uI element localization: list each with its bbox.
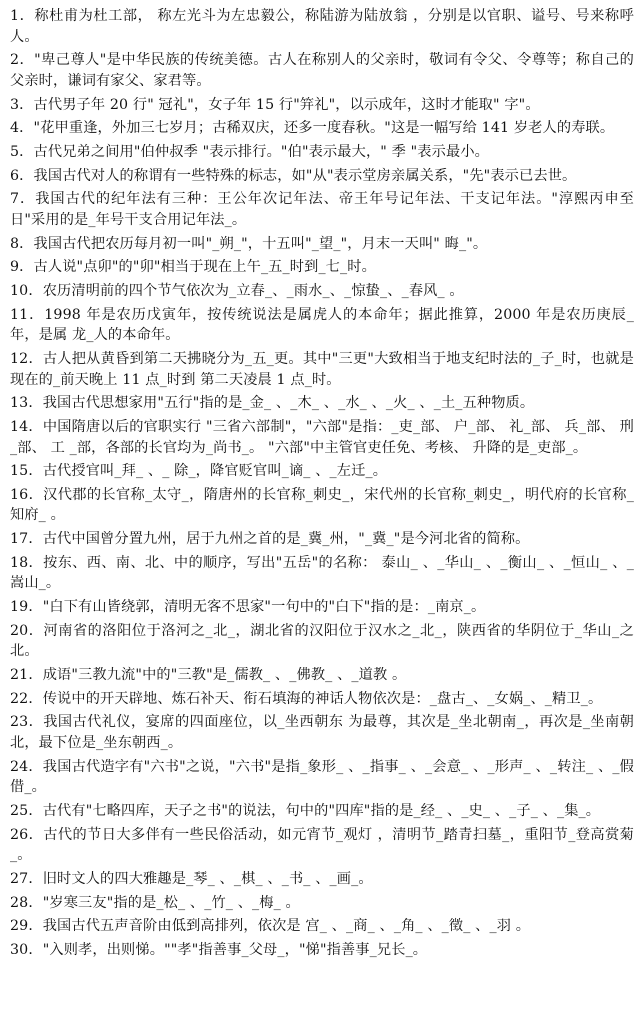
item-23: 23．我国古代礼仪，宴席的四面座位，以_坐西朝东 为最尊，其次是_坐北朝南_，再次是_坐南朝北，最下位是_坐东朝西_。 xyxy=(10,714,634,752)
item-22: 22．传说中的开天辟地、炼石补天、衔石填海的神话人物依次是：_盘古_、_女娲_、_精卫_。 xyxy=(10,690,603,707)
item-24: 24．我国古代造字有"六书"之说，"六书"是指_象形_ 、_指事_ 、_会意_ 、_形声_ 、_转注_ 、_假借_。 xyxy=(10,758,634,796)
item-16: 16．汉代郡的长官称_太守_，隋唐州的长官称_刺史_，宋代州的长官称_刺史_，明代府的长官称_知府_ 。 xyxy=(10,486,634,524)
item-13: 13．我国古代思想家用"五行"指的是_金_ 、_木_ 、_水_ 、_火_ 、_土_五种物质。 xyxy=(10,395,535,412)
item-17: 17．古代中国曾分置九州，居于九州之首的是_冀_州，"_冀_"是今河北省的简称。 xyxy=(10,531,530,548)
item-12: 12．古人把从黄昏到第二天拂晓分为_五_更。其中"三更"大致相当于地支纪时法的_子_时，也就是现在的_前天晚上 11 点_时到 第二天凌晨 1 点_时。 xyxy=(10,350,634,388)
item-6: 6．我国古代对人的称谓有一些特殊的标志，如"从"表示堂房亲属关系，"先"表示已去世。 xyxy=(10,167,577,184)
item-14: 14．中国隋唐以后的官职实行 "三省六部制"，"六部"是指：_吏_部、 户_部、 礼_部、 兵_部、 刑_部、 工 _部，各部的长官均为_尚书_。 "六部"中主管官吏任免、考核、 升降的是_吏部_。 xyxy=(10,418,634,456)
item-2: 2．"卑己尊人"是中华民族的传统美德。古人在称别人的父亲时，敬词有令父、令尊等；称自己的父亲时，谦词有家父、家君等。 xyxy=(10,52,634,89)
item-19: 19．"白下有山皆绕郭，清明无客不思家"一句中的"白下"指的是：_南京_。 xyxy=(10,599,486,616)
item-4: 4．"花甲重逢，外加三七岁月；古稀双庆，还多一度春秋。"这是一幅写给 141 岁老人的寿联。 xyxy=(10,120,615,137)
item-30: 30．"入则孝，出则悌。""孝"指善事_父母_，"悌"指善事_兄长_。 xyxy=(10,942,428,959)
item-1: 1．称杜甫为杜工部， 称左光斗为左忠毅公，称陆游为陆放翁 ，分别是以官职、谥号、号来称呼人。 xyxy=(10,8,634,45)
item-25: 25．古代有"七略四库，天子之书"的说法，句中的"四库"指的是_经_ 、_史_ 、_子_ 、_集_。 xyxy=(10,803,601,820)
item-7: 7．我国古代的纪年法有三种：王公年次记年法、帝王年号记年法、干支记年法。"淳熙丙申至日"采用的是_年号干支合用记年法_。 xyxy=(10,191,634,228)
item-15: 15．古代授官叫_拜_ 、_ 除_，降官贬官叫_谪_ 、_左迁_。 xyxy=(10,463,388,480)
item-21: 21．成语"三教九流"中的"三教"是_儒教_ 、_佛教_ 、_道教 。 xyxy=(10,667,407,684)
item-20: 20．河南省的洛阳位于洛河之_北_，湖北省的汉阳位于汉水之_北_，陕西省的华阴位于_华山_之北。 xyxy=(10,622,634,660)
item-27: 27．旧时文人的四大雅趣是_琴_ 、_棋_ 、_书_ 、_画_。 xyxy=(10,871,373,887)
item-10: 10．农历清明前的四个节气依次为_立春_、_雨水_、_惊蛰_、_春风_ 。 xyxy=(10,282,464,299)
item-8: 8．我国古代把农历每月初一叫"_朔_"，十五叫"_望_"，月末一天叫" 晦_"。 xyxy=(10,235,488,252)
item-18: 18．按东、西、南、北、中的顺序，写出"五岳"的名称： 泰山_ 、_华山_ 、_衡山_ 、_恒山_ 、_嵩山_。 xyxy=(10,554,634,592)
item-9: 9．古人说"点卯"的"卯"相当于现在上午_五_时到_七_时。 xyxy=(10,259,376,276)
item-3: 3．古代男子年 20 行" 冠礼"，女子年 15 行"笄礼"，以示成年，这时才能取" 字"。 xyxy=(10,96,540,113)
item-5: 5．古代兄弟之间用"伯仲叔季 "表示排行。"伯"表示最大，" 季 "表示最小。 xyxy=(10,143,489,160)
item-26: 26．古代的节日大多伴有一些民俗活动，如元宵节_观灯 ，清明节_踏青扫墓_，重阳节_登高赏菊_。 xyxy=(10,826,634,864)
item-29: 29．我国古代五声音阶由低到高排列，依次是 宫_ 、_商_ 、_角_ 、_徵_ 、_羽 。 xyxy=(10,918,531,935)
item-28: 28．"岁寒三友"指的是_松_ 、_竹_ 、_梅_ 。 xyxy=(10,894,300,911)
item-11: 11．1998 年是农历戊寅年，按传统说法是属虎人的本命年；据此推算，2000 年是农历庚辰_年，是属 龙_人的本命年。 xyxy=(10,306,634,344)
